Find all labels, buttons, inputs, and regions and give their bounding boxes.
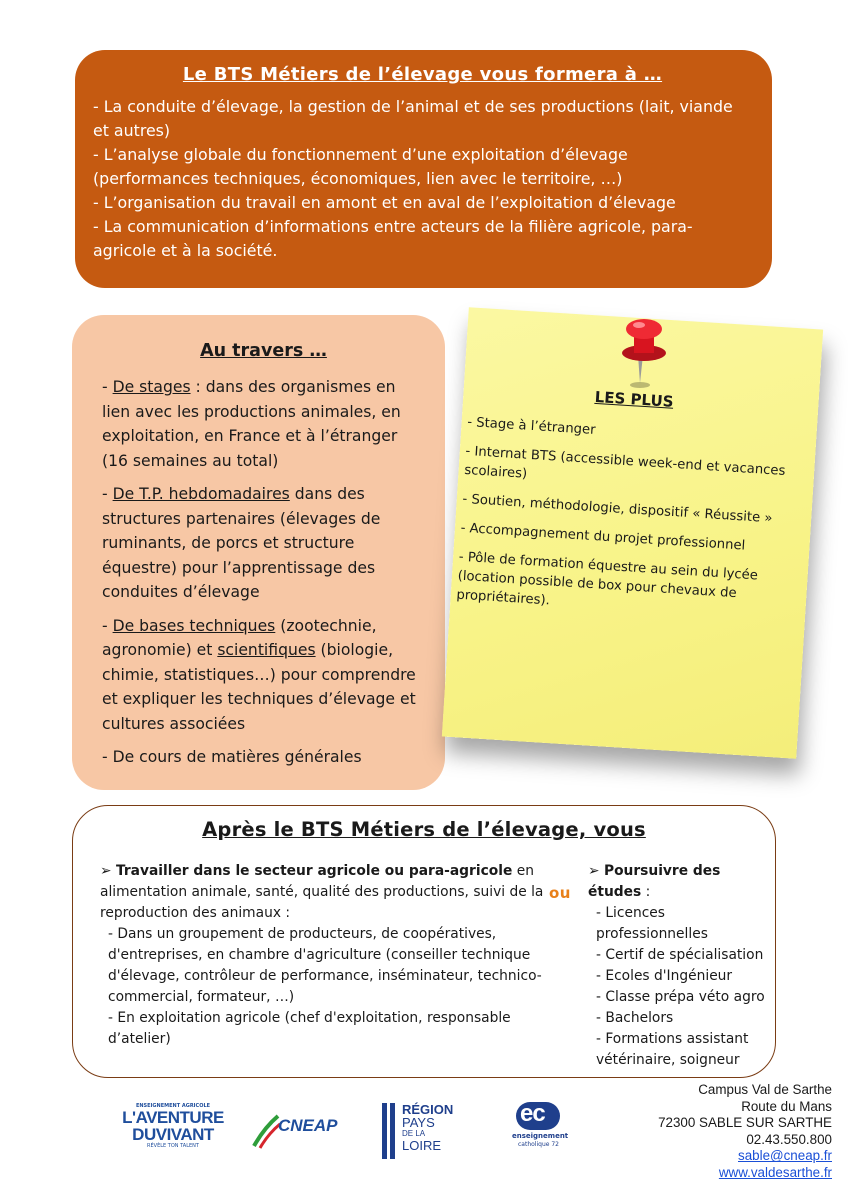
intro-line: (performances techniques, économiques, lien avec le territoire, …) bbox=[93, 169, 623, 188]
work-item: - En exploitation agricole (chef d'exploitation, responsable d’atelier) bbox=[108, 1010, 511, 1047]
note-item: - Pôle de formation équestre au sein du lycée (location possible de box pour chevaux de propriétaires). bbox=[455, 549, 759, 609]
methods-box bbox=[72, 315, 445, 790]
cneap-logo: CNEAP bbox=[250, 1108, 350, 1150]
intro-line: - L’organisation du travail en amont et en aval de l’exploitation d’élevage bbox=[93, 193, 676, 212]
contact-block bbox=[658, 1082, 832, 1182]
study-item: - Classe prépa véto agro bbox=[596, 989, 765, 1005]
note-item: - Soutien, méthodologie, dispositif « Réussite » bbox=[462, 491, 773, 527]
note-item: - Stage à l’étranger bbox=[466, 414, 596, 438]
study-item: - Ecoles d'Ingénieur bbox=[596, 968, 733, 984]
aventure-du-vivant-logo: ENSEIGNEMENT AGRICOLE L'AVENTURE DUVIVANT RÉVÈLE TON TALENT bbox=[122, 1103, 224, 1149]
arrow-icon: ➢ bbox=[588, 863, 604, 879]
methods-title: Au travers … bbox=[200, 341, 327, 361]
methods-item-tp: - De T.P. hebdomadaires dans des structures partenaires (élevages de ruminants, de porcs et structure équestre) pour l’apprentissage des conduites d’élevage bbox=[102, 485, 381, 601]
region-pays-de-la-loire-logo: RÉGION PAYS DE LA LOIRE bbox=[382, 1103, 472, 1161]
pushpin-icon bbox=[610, 315, 680, 390]
study-column bbox=[588, 861, 778, 1071]
cneap-swoosh-icon bbox=[250, 1108, 280, 1150]
methods-item-stages: - De stages : dans des organismes en lien avec les productions animales, en exploitation, en France et à l’étranger (16 semaines au total) bbox=[102, 378, 401, 470]
study-item: - Licences professionnelles bbox=[596, 905, 708, 942]
work-item: - Dans un groupement de producteurs, de coopératives, d'entreprises, en chambre d'agriculture (conseiller technique d'élevage, contrôleur de performance, inséminateur, technico-commercial, formateur, …) bbox=[108, 926, 542, 1005]
intro-line: agricole et à la société. bbox=[93, 241, 278, 260]
note-item: - Accompagnement du projet professionnel bbox=[460, 520, 746, 554]
contact-line: 72300 SABLE SUR SARTHE bbox=[658, 1115, 832, 1131]
contact-line: Campus Val de Sarthe bbox=[698, 1082, 832, 1097]
contact-line: Route du Mans bbox=[741, 1098, 832, 1114]
contact-line: 02.43.550.800 bbox=[746, 1131, 832, 1147]
or-label: ou bbox=[549, 884, 571, 902]
website-link[interactable]: www.valdesarthe.fr bbox=[718, 1164, 832, 1180]
enseignement-catholique-logo: ec enseignement catholique 72 bbox=[512, 1100, 569, 1148]
intro-box bbox=[75, 50, 772, 288]
intro-line: et autres) bbox=[93, 121, 171, 140]
study-item: - Formations assistant vétérinaire, soigneur bbox=[596, 1031, 749, 1068]
sticky-note-content bbox=[455, 380, 799, 635]
work-column bbox=[100, 861, 555, 1050]
intro-title: Le BTS Métiers de l’élevage vous formera à … bbox=[182, 64, 663, 85]
note-item: - Internat BTS (accessible week-end et vacances scolaires) bbox=[463, 443, 786, 482]
methods-item-cours: - De cours de matières générales bbox=[102, 748, 362, 766]
intro-line: - La communication d’informations entre acteurs de la filière agricole, para- bbox=[93, 217, 693, 236]
methods-item-bases: - De bases techniques (zootechnie, agronomie) et scientifiques (biologie, chimie, statistiques…) pour comprendre et expliquer les techniques d’élevage et cultures associées bbox=[102, 616, 416, 733]
after-bts-box bbox=[72, 805, 776, 1078]
work-heading: ➢ Travailler dans le secteur agricole ou para-agricole en alimentation animale, santé, qualité des productions, suivi de la reproduction des animaux : bbox=[100, 863, 544, 921]
study-item: - Certif de spécialisation bbox=[596, 947, 764, 963]
after-bts-title: Après le BTS Métiers de l’élevage, vous bbox=[202, 818, 646, 841]
note-title: LES PLUS bbox=[594, 387, 675, 411]
email-link[interactable]: sable@cneap.fr bbox=[738, 1148, 832, 1164]
study-heading: ➢ Poursuivre des études : bbox=[588, 863, 721, 900]
intro-line: - L’analyse globale du fonctionnement d’une exploitation d’élevage bbox=[93, 145, 628, 164]
arrow-icon: ➢ bbox=[100, 863, 116, 879]
intro-line: - La conduite d’élevage, la gestion de l’animal et de ses productions (lait, viande bbox=[93, 97, 733, 116]
study-item: - Bachelors bbox=[596, 1010, 674, 1026]
